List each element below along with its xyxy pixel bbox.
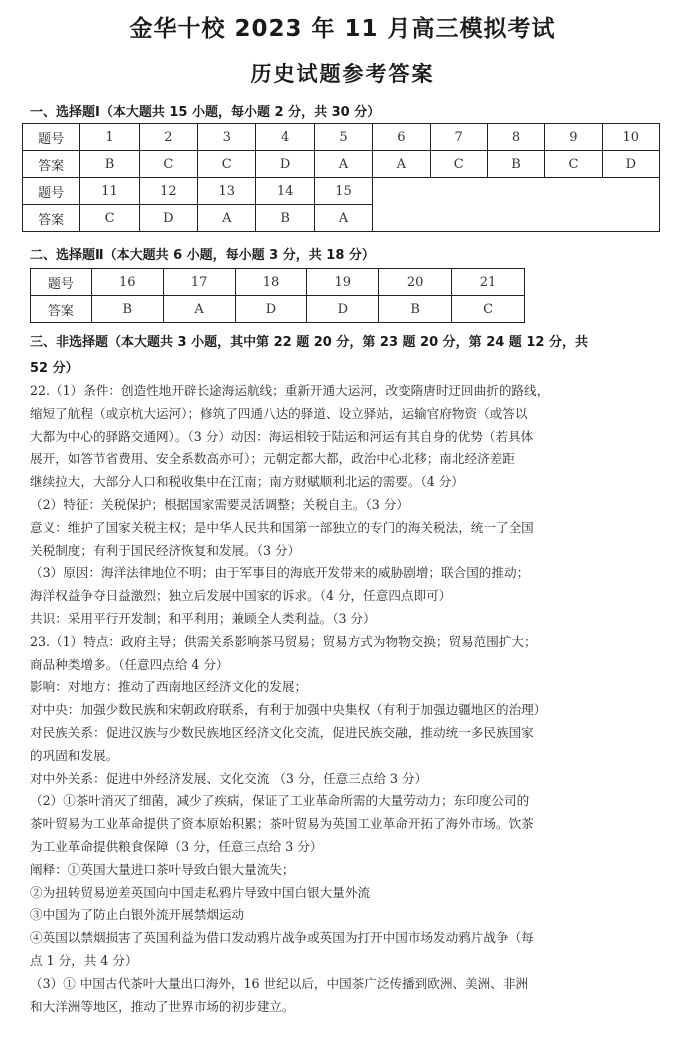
answer-line: 为工业革命提供粮食保障（3 分，任意三点给 3 分） (30, 838, 323, 854)
answer-line: 缩短了航程（或京杭大运河）；修筑了四通八达的驿道、设立驿站，运输官府物资（或答以 (30, 405, 528, 421)
answer-line: 展开，如答节省费用、安全系数高亦可）；元朝定都大都，政治中心北移；南北经济差距 (30, 451, 515, 467)
answer-cell: D (256, 151, 314, 178)
answer-cell: B (256, 205, 314, 232)
section1-answer-table (22, 123, 660, 232)
section3-heading-line1: 三、非选择题（本大题共 3 小题，其中第 22 题 20 分，第 23 题 20 分，第 24 题 12 分，共 (30, 335, 588, 350)
answer-line: 对民族关系：促进汉族与少数民族地区经济文化交流，促进民族交融，推动统一多民族国家 (30, 724, 534, 740)
question-number-cell: 18 (235, 269, 307, 296)
answer-line: （3）原因：海洋法律地位不明；由于军事目的海底开发带来的威胁剧增；联合国的推动； (30, 565, 530, 581)
empty-table-area (373, 178, 660, 232)
answer-line: 23.（1）特点：政府主导；供需关系影响茶马贸易；贸易方式为物物交换；贸易范围扩大； (30, 633, 537, 649)
answer-cell: A (314, 151, 372, 178)
answer-line: 海洋权益争夺日益激烈；独立后发展中国家的诉求。（4 分，任意四点即可） (30, 588, 452, 604)
table-row-question-numbers (31, 269, 525, 296)
section3-answer-text (30, 380, 655, 1018)
answer-cell: D (307, 296, 379, 323)
answer-line: 意义：维护了国家关税主权；是中华人民共和国第一部独立的专门的海关税法，统一了全国 (30, 519, 534, 535)
answer-cell: C (545, 151, 602, 178)
table-row-question-numbers (23, 178, 660, 205)
answer-cell: D (602, 151, 659, 178)
answer-cell: D (235, 296, 307, 323)
answer-cell: A (314, 205, 372, 232)
section3-heading-line2: 52 分） (30, 361, 79, 376)
question-number-cell: 21 (452, 269, 525, 296)
question-number-cell: 10 (602, 124, 659, 151)
exam-title: 金华十校 2023 年 11 月高三模拟考试 (129, 16, 556, 42)
answer-line: 关税制度；有利于国民经济恢复和发展。（3 分） (30, 542, 301, 558)
answer-line: 商品种类增多。（任意四点给 4 分） (30, 656, 229, 672)
answer-cell: A (373, 151, 430, 178)
question-number-cell: 17 (163, 269, 235, 296)
answer-line: 对中央：加强少数民族和宋朝政府联系，有利于加强中央集权（有利于加强边疆地区的治理） (30, 702, 547, 718)
question-number-cell: 7 (430, 124, 487, 151)
answer-cell: A (198, 205, 256, 232)
answer-line: 继续拉大，大部分人口和税收集中在江南；南方财赋顺利北运的需要。（4 分） (30, 474, 464, 490)
answer-cell: B (80, 151, 139, 178)
question-number-cell: 3 (198, 124, 256, 151)
row-label-question: 题号 (31, 269, 92, 296)
answer-cell: A (163, 296, 235, 323)
answer-cell: D (139, 205, 197, 232)
table-row-answers (23, 151, 660, 178)
exam-subtitle: 历史试题参考答案 (250, 62, 435, 86)
question-number-cell: 4 (256, 124, 314, 151)
question-number-cell: 9 (545, 124, 602, 151)
question-number-cell: 16 (91, 269, 163, 296)
answer-line: （2）①茶叶消灭了细菌，减少了疾病，保证了工业革命所需的大量劳动力；东印度公司的 (30, 793, 530, 809)
answer-cell: C (452, 296, 525, 323)
question-number-cell: 5 (314, 124, 372, 151)
section1-heading: 一、选择题Ⅰ（本大题共 15 小题，每小题 2 分，共 30 分） (30, 105, 381, 120)
answer-line: 共识：采用平行开发制；和平利用；兼顾全人类利益。（3 分） (30, 610, 376, 626)
answer-line: （3）① 中国古代茶叶大量出口海外，16 世纪以后，中国茶广泛传播到欧洲、美洲、非洲 (30, 975, 529, 991)
answer-cell: B (91, 296, 163, 323)
answer-line: 22.（1）条件：创造性地开辟长途海运航线；重新开通大运河，改变隋唐时迂回曲折的路线， (30, 383, 550, 398)
answer-line: 阐释：①英国大量进口茶叶导致白银大量流失； (30, 861, 295, 877)
answer-line: 的巩固和发展。 (30, 747, 119, 763)
section2-answer-table (30, 268, 525, 323)
question-number-cell: 6 (373, 124, 430, 151)
answer-cell: B (379, 296, 452, 323)
answer-line: 影响：对地方：推动了西南地区经济文化的发展； (30, 679, 308, 695)
section2-heading: 二、选择题Ⅱ（本大题共 6 小题，每小题 3 分，共 18 分） (30, 248, 375, 263)
question-number-cell: 13 (198, 178, 256, 205)
question-number-cell: 14 (256, 178, 314, 205)
answer-line: ②为扭转贸易逆差英国向中国走私鸦片导致中国白银大量外流 (30, 884, 371, 900)
answer-line: 对中外关系：促进中外经济发展、文化交流 （3 分，任意三点给 3 分） (30, 770, 428, 786)
answer-line: 大都为中心的驿路交通网）。（3 分）动因：海运相较于陆运和河运有其自身的优势（若具体 (30, 428, 534, 444)
answer-cell: C (430, 151, 487, 178)
answer-line: ④英国以禁烟损害了英国利益为借口发动鸦片战争或英国为打开中国市场发动鸦片战争（每 (30, 930, 534, 946)
question-number-cell: 1 (80, 124, 139, 151)
question-number-cell: 19 (307, 269, 379, 296)
row-label-answer: 答案 (23, 151, 80, 178)
answer-line: 茶叶贸易为工业革命提供了资本原始积累；茶叶贸易为英国工业革命开拓了海外市场。饮茶 (30, 816, 534, 832)
row-label-question: 题号 (23, 124, 80, 151)
row-label-answer: 答案 (31, 296, 92, 323)
answer-line: （2）特征：关税保护；根据国家需要灵活调整；关税自主。（3 分） (30, 496, 409, 512)
answer-cell: C (80, 205, 139, 232)
answer-line: 和大洋洲等地区，推动了世界市场的初步建立。 (30, 998, 295, 1014)
question-number-cell: 8 (487, 124, 544, 151)
question-number-cell: 20 (379, 269, 452, 296)
answer-cell: C (139, 151, 197, 178)
answer-cell: B (487, 151, 544, 178)
row-label-answer: 答案 (23, 205, 80, 232)
table-row-answers (31, 296, 525, 323)
question-number-cell: 15 (314, 178, 372, 205)
answer-line: ③中国为了防止白银外流开展禁烟运动 (30, 907, 245, 923)
question-number-cell: 11 (80, 178, 139, 205)
row-label-question: 题号 (23, 178, 80, 205)
question-number-cell: 12 (139, 178, 197, 205)
answer-cell: C (198, 151, 256, 178)
table-row-question-numbers (23, 124, 660, 151)
question-number-cell: 2 (139, 124, 197, 151)
answer-line: 点 1 分，共 4 分） (30, 952, 138, 968)
